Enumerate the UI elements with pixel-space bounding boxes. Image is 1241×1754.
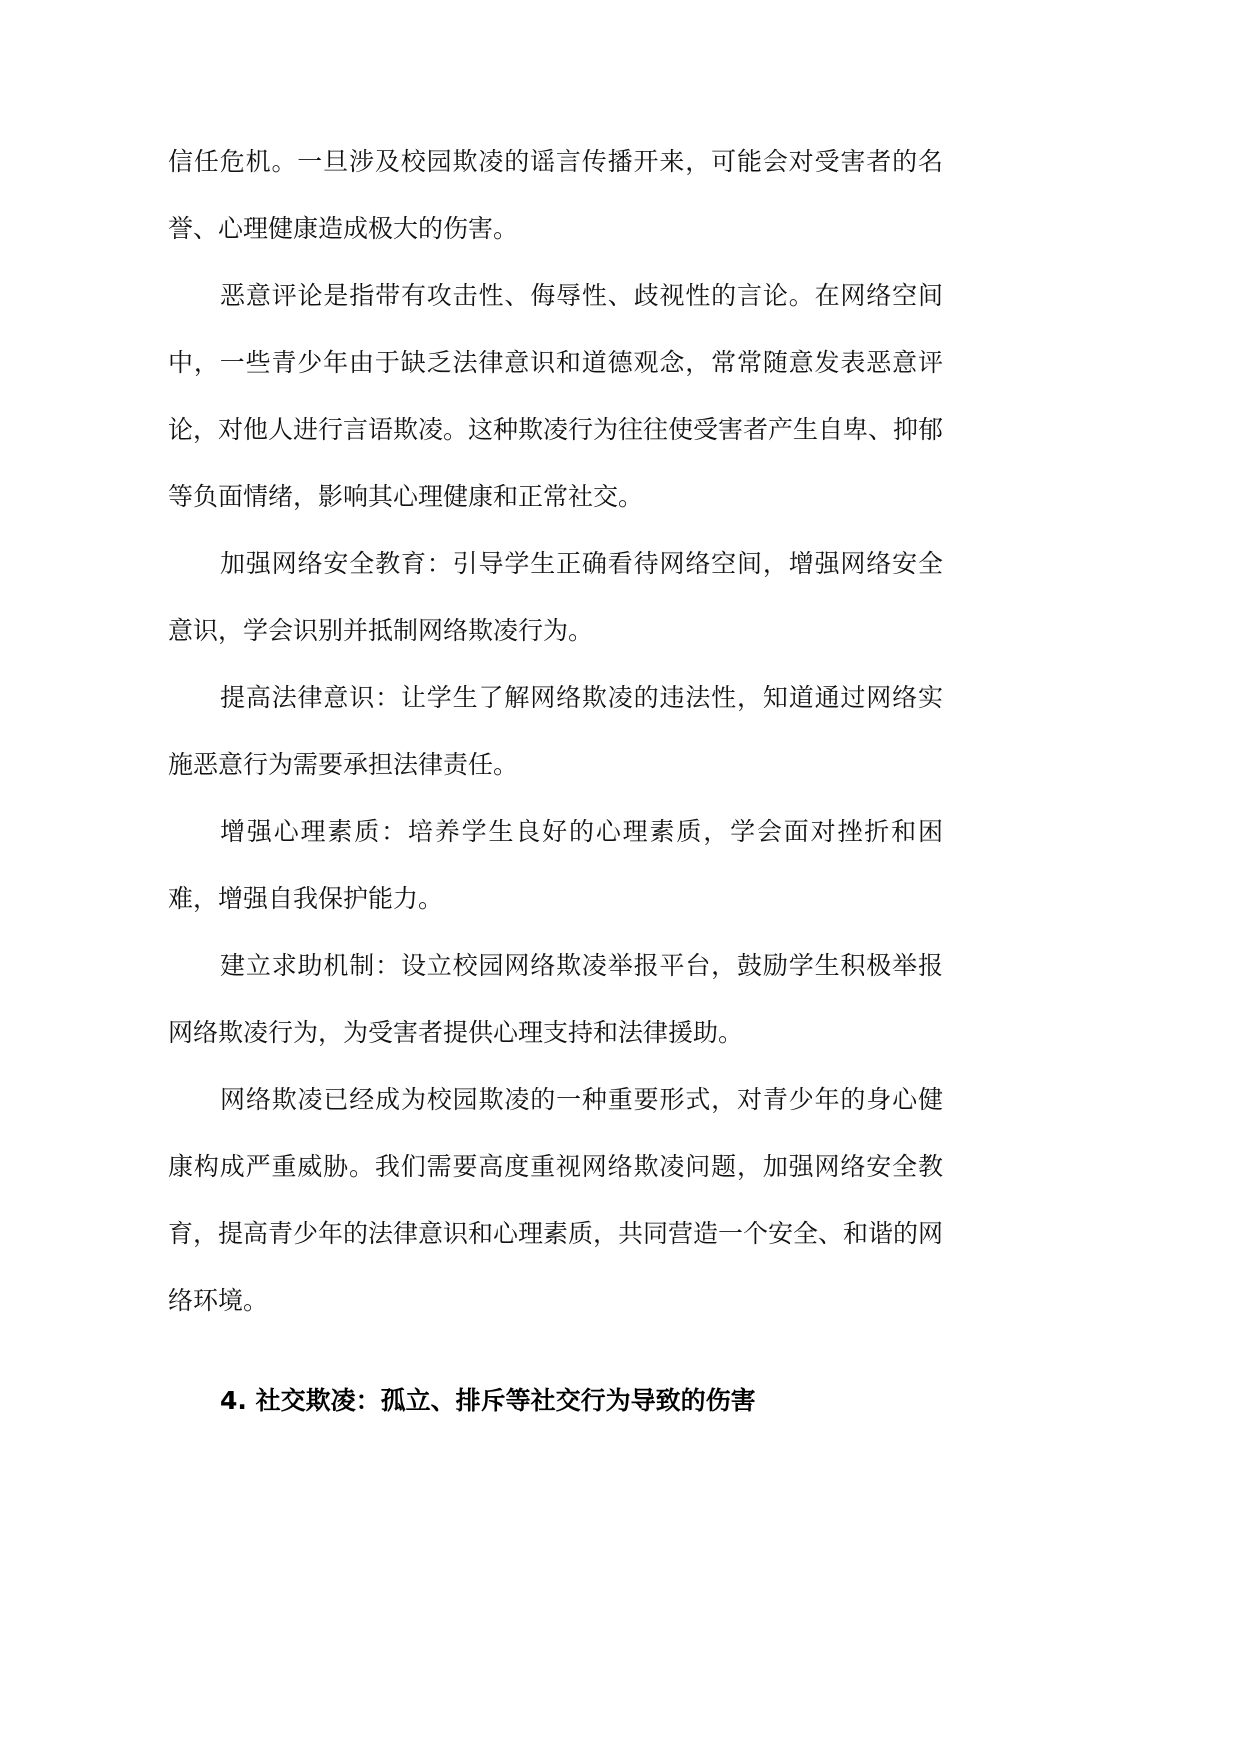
paragraph-1: 信任危机。一旦涉及校园欺凌的谣言传播开来，可能会对受害者的名誉、心理健康造成极大的伤害。 <box>168 147 943 243</box>
paragraph-2: 恶意评论是指带有攻击性、侮辱性、歧视性的言论。在网络空间中，一些青少年由于缺乏法律意识和道德观念，常常随意发表恶意评论，对他人进行言语欺凌。这种欺凌行为往往使受害者产生自卑、抑郁等负面情绪，影响其心理健康和正常社交。 <box>168 281 944 511</box>
paragraph-3: 加强网络安全教育：引导学生正确看待网络空间，增强网络安全意识，学会识别并抵制网络欺凌行为。 <box>168 549 943 645</box>
document-body <box>168 128 943 1334</box>
paragraph-7: 网络欺凌已经成为校园欺凌的一种重要形式，对青少年的身心健康构成严重威胁。我们需要高度重视网络欺凌问题，加强网络安全教育，提高青少年的法律意识和心理素质，共同营造一个安全、和谐的网络环境。 <box>168 1085 944 1315</box>
paragraph-6: 建立求助机制：设立校园网络欺凌举报平台，鼓励学生积极举报网络欺凌行为，为受害者提供心理支持和法律援助。 <box>168 951 943 1047</box>
paragraph-4: 提高法律意识：让学生了解网络欺凌的违法性，知道通过网络实施恶意行为需要承担法律责任。 <box>168 683 943 779</box>
section-heading: 4. 社交欺凌：孤立、排斥等社交行为导致的伤害 <box>220 1386 756 1415</box>
paragraph-5: 增强心理素质：培养学生良好的心理素质，学会面对挫折和困难，增强自我保护能力。 <box>168 817 943 913</box>
